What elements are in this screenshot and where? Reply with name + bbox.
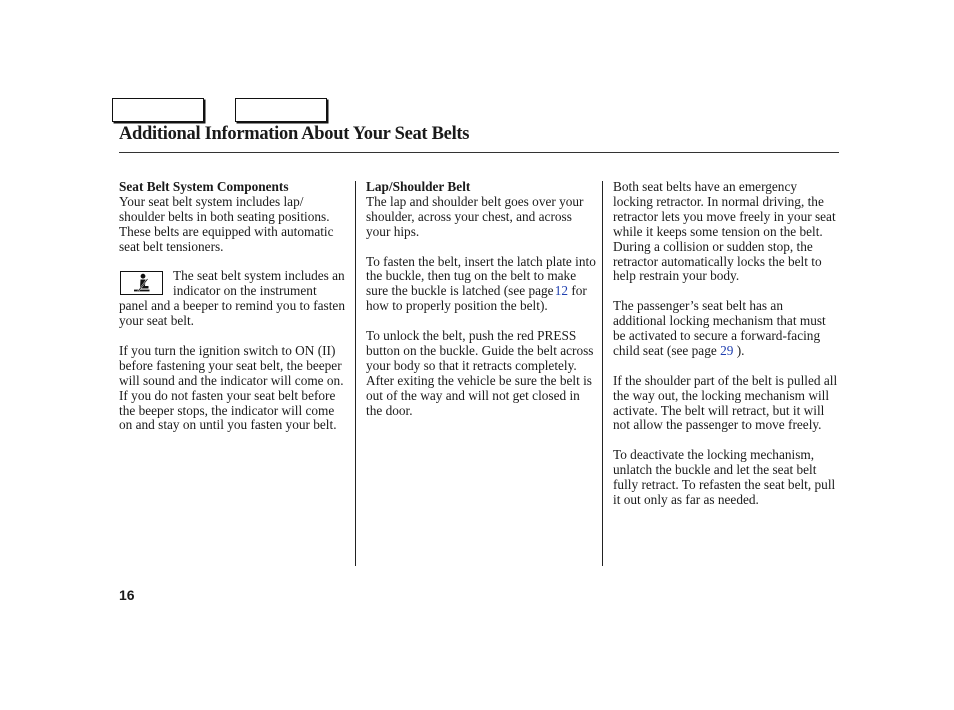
page-link-12[interactable]: 12 (554, 283, 568, 299)
page-title: Additional Information About Your Seat Belts (119, 124, 470, 144)
ignition-paragraph: If you turn the ignition switch to ON (II) before fastening your seat belt, the beeper will sound and the indicator will come on. If you do not fasten your seat belt before the beeper stops, the indicator will come on and stay on until you fasten your belt. (119, 342, 344, 433)
shoulder-lock-paragraph: If the shoulder part of the belt is pulled all the way out, the locking mechanism will activate. The belt will retract, but it will not allow the passenger to move freely. (613, 372, 838, 433)
column-divider-1 (355, 181, 356, 566)
page-number: 16 (119, 587, 135, 603)
passenger-text-after: ). (736, 342, 745, 358)
section-heading-lap-shoulder: Lap/Shoulder Belt (366, 179, 471, 194)
passenger-paragraph (613, 299, 839, 359)
deactivate-paragraph: To deactivate the locking mechanism, unlatch the buckle and let the seat belt fully retract. To refasten the seat belt, pull it out only as far as needed. (613, 447, 836, 507)
seat-belt-reminder-icon (120, 271, 163, 295)
indicator-paragraph (119, 269, 347, 329)
page-link-29[interactable]: 29 (720, 342, 734, 358)
components-intro: Your seat belt system includes lap/ shoulder belts in both seating positions. These belts are equipped with automatic seat belt tensioners. (119, 193, 334, 254)
lap-shoulder-intro: The lap and shoulder belt goes over your shoulder, across your chest, and across your hips. (366, 193, 584, 239)
passenger-text-before: The passenger’s seat belt has an additional locking mechanism that must be activated to secure a forward-facing child seat (see page (613, 298, 826, 358)
retractor-paragraph: Both seat belts have an emergency locking retractor. In normal driving, the retractor lets you move freely in your seat while it keeps some tension on the belt. (613, 179, 836, 239)
fasten-text-after: for how to properly position the belt). (366, 283, 587, 314)
nav-button-table-of-contents[interactable] (235, 98, 327, 122)
title-divider (119, 152, 839, 153)
column-seat-belt-components (119, 180, 347, 448)
collision-paragraph: During a collision or sudden stop, the retractor automatically locks the belt to help restrain your body. (613, 238, 822, 284)
column-lap-shoulder-belt (366, 180, 596, 433)
fasten-text-before: To fasten the belt, insert the latch plate into the buckle, then tug on the belt to make sure the buckle is latched (see page (366, 253, 596, 299)
fasten-paragraph (366, 255, 596, 315)
unlock-paragraph: To unlock the belt, push the red PRESS button on the buckle. Guide the belt across your body so that it retracts completely. After exiting the vehicle be sure the belt is out of the way and will not get closed in the door. (366, 328, 594, 418)
indicator-text: The seat belt system includes an indicator on the instrument panel and a beeper to remind you to fasten your seat belt. (119, 268, 345, 329)
nav-button-main-menu[interactable] (112, 98, 204, 122)
column-divider-2 (602, 181, 603, 566)
section-heading-components: Seat Belt System Components (119, 179, 289, 194)
column-locking-retractor (613, 180, 839, 523)
